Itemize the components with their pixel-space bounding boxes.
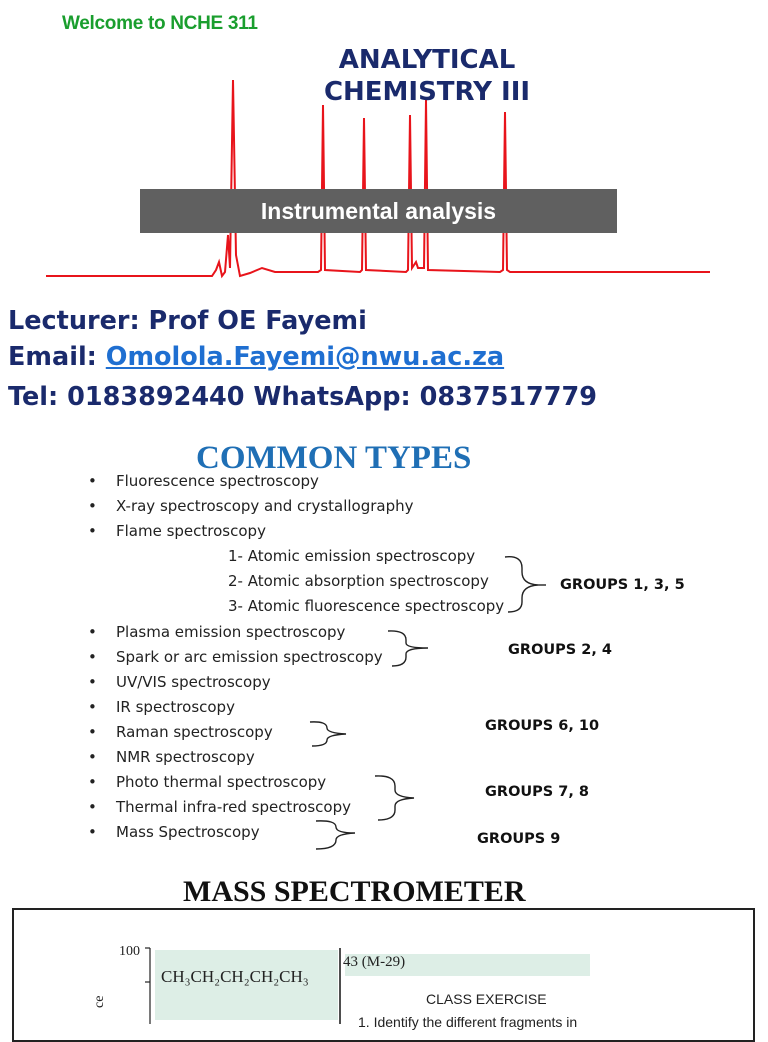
- list-item: • UV/VIS spectroscopy: [88, 673, 271, 691]
- bullet: •: [88, 648, 97, 666]
- bullet: •: [88, 472, 97, 490]
- list-item: • IR spectroscopy: [88, 698, 235, 716]
- group-label: GROUPS 9: [477, 831, 561, 847]
- bullet: •: [88, 748, 97, 766]
- tel-line: Tel: 0183892440 WhatsApp: 0837517779: [8, 382, 598, 412]
- list-item: • NMR spectroscopy: [88, 748, 255, 766]
- list-item: • Raman spectroscopy: [88, 723, 273, 741]
- brace-groups-9: [316, 821, 355, 849]
- sub-list-item: 2- Atomic absorption spectroscopy: [228, 572, 489, 590]
- lecturer-line: Lecturer: Prof OE Fayemi: [8, 306, 367, 336]
- mass-spectrometer-title: MASS SPECTROMETER: [183, 875, 526, 908]
- bullet: •: [88, 522, 97, 540]
- email-link[interactable]: Omolola.Fayemi@nwu.ac.za: [105, 342, 505, 372]
- list-item: • X-ray spectroscopy and crystallography: [88, 497, 414, 515]
- group-label: GROUPS 7, 8: [485, 784, 590, 800]
- list-item: • Flame spectroscopy: [88, 522, 266, 540]
- peak-label-43: 43 (M-29): [343, 954, 406, 970]
- exercise-item: 1. Identify the different fragments in: [358, 1014, 578, 1030]
- bullet: •: [88, 623, 97, 641]
- spectrum-axes: [0, 940, 768, 1024]
- brace-groups-7-8: [375, 776, 414, 820]
- group-label: GROUPS 2, 4: [508, 642, 613, 658]
- class-exercise-heading: CLASS EXERCISE: [426, 991, 547, 1007]
- list-item: • Fluorescence spectroscopy: [88, 472, 319, 490]
- list-item: • Thermal infra-red spectroscopy: [88, 798, 351, 816]
- sub-list-item: 3- Atomic fluorescence spectroscopy: [228, 597, 505, 615]
- list-item: • Spark or arc emission spectroscopy: [88, 648, 383, 666]
- banner-text: Instrumental analysis: [260, 198, 497, 224]
- bullet: •: [88, 798, 97, 816]
- brace-groups-2-4: [388, 631, 428, 666]
- list-item: • Mass Spectroscopy: [88, 823, 260, 841]
- y-tick-label-100: 100: [119, 944, 140, 959]
- group-label: GROUPS 1, 3, 5: [560, 577, 685, 593]
- list-item: • Plasma emission spectroscopy: [88, 623, 346, 641]
- bullet: •: [88, 723, 97, 741]
- bullet: •: [88, 673, 97, 691]
- bullet: •: [88, 823, 97, 841]
- trace-line: [46, 80, 710, 276]
- course-title: [300, 44, 554, 108]
- welcome-heading: Welcome to NCHE 311: [62, 13, 258, 34]
- y-axis-label: ce: [92, 995, 107, 1008]
- course-title-line2: CHEMISTRY III: [323, 77, 531, 107]
- bullet: •: [88, 698, 97, 716]
- sub-list-item: 1- Atomic emission spectroscopy: [228, 547, 476, 565]
- list-item: • Photo thermal spectroscopy: [88, 773, 327, 791]
- bullet: •: [88, 773, 97, 791]
- brace-groups-1-3-5: [505, 557, 538, 612]
- course-title-line1: ANALYTICAL: [338, 45, 516, 75]
- brace-groups-6-10: [310, 722, 346, 746]
- common-types-title: COMMON TYPES: [196, 440, 472, 476]
- email-label: Email:: [8, 342, 106, 372]
- pentane-formula: CH₃CH₂CH₂CH₂CH₃: [161, 967, 309, 986]
- email-line: [8, 342, 504, 372]
- bullet: •: [88, 497, 97, 515]
- group-label: GROUPS 6, 10: [485, 718, 600, 734]
